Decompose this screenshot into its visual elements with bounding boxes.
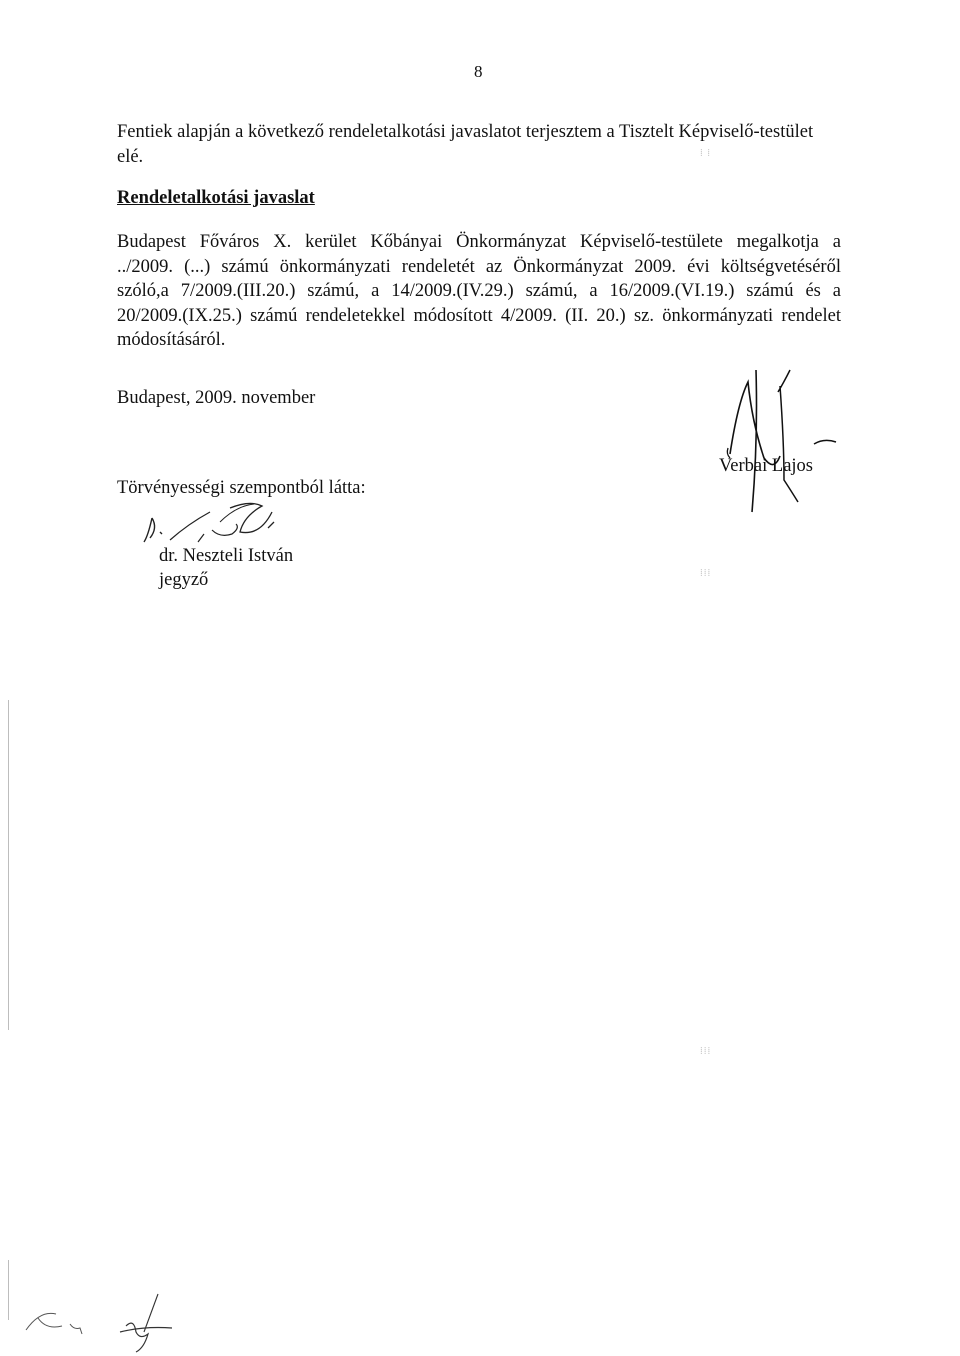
scan-edge-line: [8, 1260, 9, 1320]
intro-line: elé.: [117, 147, 144, 167]
bleed-through-mark: ⁞⁞⁞: [700, 568, 712, 579]
margin-initials: [16, 1300, 106, 1340]
proposal-line: szóló,a 7/2009.(III.20.) számú, a 14/2009.(IV.29.) számú, a 16/2009.(VI.19.) számú és a: [117, 281, 841, 301]
proposal-line: 20/2009.(IX.25.) számú rendeletekkel módosított 4/2009. (II. 20.) sz. önkormányzati rendelet: [117, 305, 841, 326]
proposal-line: módosításáról.: [117, 330, 226, 350]
intro-paragraph: [117, 120, 852, 170]
bleed-through-mark: ⁞ ⁞: [700, 148, 712, 159]
section-heading: Rendeletalkotási javaslat: [117, 188, 315, 208]
proposal-line: Budapest Főváros X. kerület Kőbányai Önkormányzat Képviselő-testülete megalkotja a: [117, 232, 841, 252]
scan-edge-line: [8, 700, 9, 1030]
notary-signatory: [159, 544, 293, 592]
proposal-line: ../2009. (...) számú önkormányzati rendeletét az Önkormányzat 2009. évi költségvetéséről: [117, 256, 841, 277]
bleed-through-mark: ⁞⁞⁞: [700, 1046, 712, 1057]
intro-line: Fentiek alapján a következő rendeletalkotási javaslatot terjesztem a Tisztelt Képviselő-testület: [117, 122, 814, 142]
page-number: 8: [474, 62, 483, 81]
mayor-name: Verbai Lajos: [719, 456, 814, 476]
place-and-date: Budapest, 2009. november: [117, 388, 316, 408]
legal-review-label: Törvényességi szempontból látta:: [117, 478, 366, 498]
mayor-signature: [718, 362, 848, 522]
margin-initials: [100, 1292, 180, 1356]
proposal-text: [117, 230, 841, 353]
notary-name: dr. Neszteli István: [159, 546, 294, 566]
notary-title: jegyző: [159, 570, 209, 590]
